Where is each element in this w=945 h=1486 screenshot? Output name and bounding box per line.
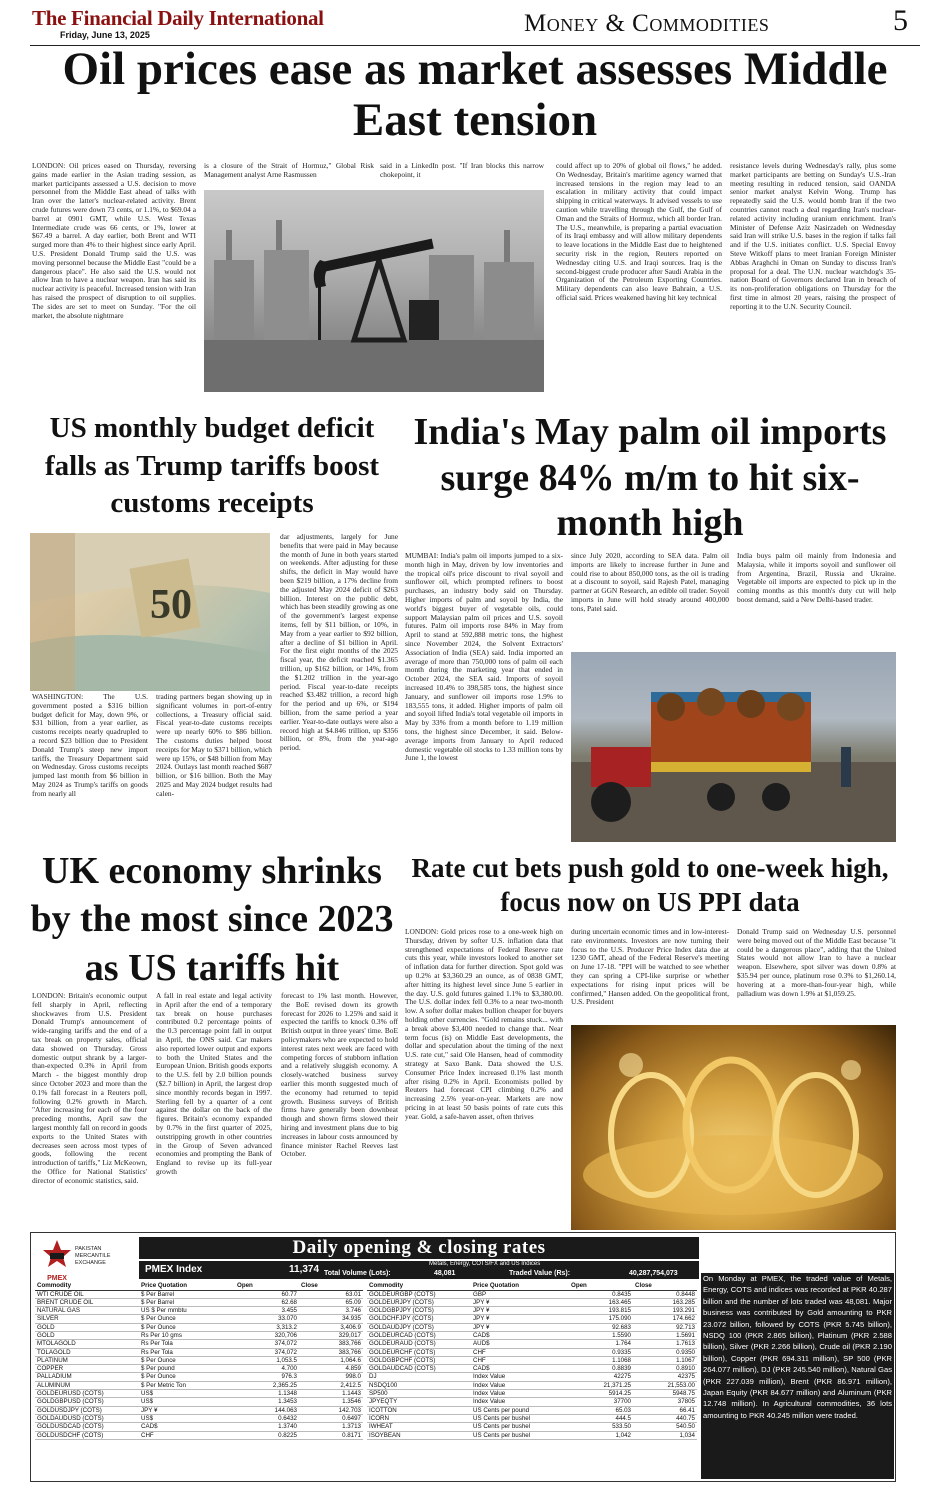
rate-row [35, 1373, 363, 1381]
open-price-cell: 65.03 [569, 1406, 633, 1414]
open-price-cell: 2,365.25 [235, 1381, 299, 1389]
price-quotation-cell: CHF [471, 1348, 569, 1356]
us-column-1: WASHINGTON: The U.S. government posted a $316 billion budget deficit for May, down 9%, or $31 billion, from a year earlier, as customs receipts nearly quadrupled to a record $23 billion due to President Donald Trump's steep new import tariffs, the Treasury Department said on Wednesday. Gross customs receipts jumped last month from $6 billion in May 2024 as Trump's tariffs on goods from nearly all [32, 693, 148, 798]
close-price-cell: 540.50 [633, 1423, 697, 1431]
col-header-open: Open [569, 1281, 633, 1290]
price-quotation-cell: US$ [139, 1414, 235, 1422]
masthead [30, 4, 920, 46]
rate-row [35, 1307, 363, 1315]
open-price-cell: 0.9335 [569, 1348, 633, 1356]
close-price-cell: 92.713 [633, 1323, 697, 1331]
open-price-cell: 374,072 [235, 1340, 299, 1348]
commodity-cell: NATURAL GAS [35, 1307, 139, 1315]
rate-row [35, 1381, 363, 1389]
rate-row [367, 1365, 697, 1373]
india-column-1: MUMBAI: India's palm oil imports jumped to a six-month high in May, driven by low inventories and the tropical oil's price discount to rival soyoil and sunflower oil, which prompted refiners to boost purchases, an industry body said on Thursday. Higher imports of palm and soyoil by India, the world's biggest buyer of vegetable oils, could support Malaysian palm oil prices and U.S. soyoil futures. Palm oil imports rose 84% in May from April to stand at 592,888 metric tons, the highest since November 2024, the Solvent Extractors' Association of India (SEA) said. India imported an average of more than 750,000 tons of palm oil each month during the marketing year that ended in October 2024, the SEA said. Imports of soyoil increased 10.4% to 398,585 tons, the highest since January, and sunflower oil imports rose 1.9% to 183,555 tons, it added. Higher imports of palm oil and soyoil lifted India's total vegetable oil imports in May by 33% from a month before to 1.19 million tons, the highest since December, it said. Below-average imports from January to April reduced domestic vegetable oil stocks to 1.33 million tons by June 1, the lowest [405, 552, 563, 763]
rate-row [35, 1356, 363, 1364]
commodity-cell: GOLDGBPUSD (COTS) [35, 1398, 139, 1406]
close-price-cell: 4.859 [299, 1365, 363, 1373]
rate-row [367, 1381, 697, 1389]
price-quotation-cell: Index Value [471, 1373, 569, 1381]
close-price-cell: 1.3713 [299, 1423, 363, 1431]
close-price-cell: 1.3546 [299, 1398, 363, 1406]
commodity-cell: ICOTTON [367, 1406, 471, 1414]
price-quotation-cell: JPY ¥ [471, 1307, 569, 1315]
commodity-cell: GOLDEURCHF (COTS) [367, 1348, 471, 1356]
commodity-cell: SP500 [367, 1390, 471, 1398]
open-price-cell: 92.683 [569, 1323, 633, 1331]
commodity-cell: ALUMINUM [35, 1381, 139, 1389]
oil-column-2: is a closure of the Strait of Hormuz," Global Risk Management analyst Arne Rasmussen [204, 162, 374, 179]
svg-text:MERCANTILE: MERCANTILE [75, 1253, 111, 1259]
price-quotation-cell: $ Per pound [139, 1365, 235, 1373]
commodity-cell: SILVER [35, 1315, 139, 1323]
svg-text:PAKISTAN: PAKISTAN [75, 1246, 102, 1252]
price-quotation-cell: Rs Per Tola [139, 1340, 235, 1348]
oil-column-3: said in a LinkedIn post. "If Iran blocks this narrow chokepoint, it [380, 162, 544, 179]
close-price-cell: 21,553.00 [633, 1381, 697, 1389]
rates-table-right [367, 1281, 697, 1440]
open-price-cell: 374,072 [235, 1348, 299, 1356]
oil-headline: Oil prices ease as market assesses Middle East tension [62, 43, 888, 146]
price-quotation-cell: Rs Per Tola [139, 1348, 235, 1356]
uk-column-1: LONDON: Britain's economic output fell sharply in April, reflecting shockwaves from U.S. President Donald Trump's announcement of wide-ranging tariffs and the end of a tax break on property sales, official data showed on Thursday. Gross domestic output shrank by a larger-than-expected 0.3% in April from March - the biggest monthly drop since October 2023 and more than the 0.1% fall forecast in a Reuters poll, following 0.2% growth in March. "After increasing for each of the four preceding months, April saw the largest monthly fall on record in goods exports to the United States with decreases seen across most types of goods, following the recent introduction of tariffs," Liz McKeown, the Office for National Statistics' director of economic statistics, said. [32, 992, 147, 1185]
open-price-cell: 0.6432 [235, 1414, 299, 1422]
rate-row [367, 1414, 697, 1422]
close-price-cell: 66.41 [633, 1406, 697, 1414]
open-price-cell: 175.090 [569, 1315, 633, 1323]
open-price-cell: 1.764 [569, 1340, 633, 1348]
uk-column-2: A fall in real estate and legal activity in April after the end of a temporary tax break on house purchases contributed 0.2 percentage points of the 0.3 percentage point fall in output in April, the ONS said. Car makers also reported lower output and exports to both the United States and the European Union. British goods exports to the U.S. fell by 2.0 billion pounds ($2.7 billion) in April, the largest drop since monthly records began in 1997. Sterling fell by a quarter of a cent against the dollar on the back of the figures. Britain's economy expanded by 0.7% in the first quarter of 2025, outstripping growth in other countries in the Group of Seven advanced economies and prompting the Bank of England to revise up its full-year growth [156, 992, 272, 1176]
rate-row [367, 1431, 697, 1439]
close-price-cell: 1.1067 [633, 1356, 697, 1364]
close-price-cell: 998.0 [299, 1373, 363, 1381]
open-price-cell: 60.77 [235, 1290, 299, 1298]
rate-row [367, 1298, 697, 1306]
price-quotation-cell: Index Value [471, 1398, 569, 1406]
commodity-cell: JPYEQTY [367, 1398, 471, 1406]
commodity-cell: GOLDAUDUSD (COTS) [35, 1414, 139, 1422]
commodity-cell: PLATINUM [35, 1356, 139, 1364]
oil-pumpjack-photo [204, 190, 544, 392]
close-price-cell: 65.09 [299, 1298, 363, 1306]
rate-row [35, 1323, 363, 1331]
us-column-2: trading partners began showing up in significant volumes in port-of-entry collections, a Treasury official said. Fiscal year-to-date customs receipts were up nearly 60% to $86 billion. The customs duties helped boost receipts for May to $371 billion, which were up 15%, or $48 billion from May 2024. Outlays last month reached $687 billion, or $16 billion. Both the May 2025 and May 2024 budget results had calen- [156, 693, 272, 798]
open-price-cell: 4.700 [235, 1365, 299, 1373]
gold-column-1: LONDON: Gold prices rose to a one-week high on Thursday, driven by softer U.S. inflation data that strengthened expectations of Federal Reserve rate cuts this year, while investors looked to another set of inflation data for further direction. Spot gold was up 0.2% at $3,360.29 an ounce, as of 0838 GMT, after hitting its highest level since June 5 earlier in the day. U.S. gold futures gained 1.1% to $3,380.00. The U.S. dollar index fell 0.3% to a near two-month low. A softer dollar makes bullion cheaper for buyers holding other currencies. "Gold remains stuck... with a break above $3,400 needed to change that. Near term focus (is) on Middle East developments, the dollar and speculation about the timing of the next U.S. rate cut," said Ole Hansen, head of commodity strategy at Saxo Bank. Data showed the U.S. Consumer Price Index increased 0.1% last month after rising 0.2% in April. Economists polled by Reuters had forecast CPI climbing 0.2% and increasing 2.5% year-on-year. Markets are now pricing in at least 50 basis points of rate cuts this year. Gold, a safe-haven asset, often thrives [405, 928, 563, 1121]
commodity-cell: GOLDGBPCHF (COTS) [367, 1356, 471, 1364]
col-header-open: Open [235, 1281, 299, 1290]
close-price-cell: 5948.75 [633, 1390, 697, 1398]
close-price-cell: 0.6497 [299, 1414, 363, 1422]
commodity-cell: TOLAGOLD [35, 1348, 139, 1356]
commodity-cell: DJ [367, 1373, 471, 1381]
close-price-cell: 1,064.6 [299, 1356, 363, 1364]
gold-jewellery-photo [571, 1025, 896, 1230]
uk-economy-headline: UK economy shrinks by the most since 2023 as US tariffs hit [30, 850, 394, 989]
us-column-right: dar adjustments, largely for June benefits that were paid in May because the month of June in both years started on weekends. After adjusting for these shifts, the deficit in May would have been $219 billion, a 17% decline from the adjusted May 2024 deficit of $263 billion. Interest on the public debt, which has been steadily growing as one of the government's largest expense items, fell by $11 billion, or 10%, in May from a year earlier to $92 billion, after a decline of $1 billion in April. For the first eight months of the 2025 fiscal year, the deficit reached $1.365 trillion, up $162 billion, or 14%, from the $1.202 trillion in the year-ago period. Fiscal year-to-date receipts reached $3.482 trillion, a record high for the period and up 6%, or $194 billion, from the same period a year earlier. Year-to-date outlays were also a record high at $4.846 trillion, up $356 billion, or 8%, from the year-ago period. [280, 533, 398, 753]
rate-row [35, 1414, 363, 1422]
price-quotation-cell: Rs Per 10 gms [139, 1331, 235, 1339]
price-quotation-cell: $ Per Ounce [139, 1373, 235, 1381]
rate-row [367, 1356, 697, 1364]
commodity-cell: GOLDEURAUD (COTS) [367, 1340, 471, 1348]
rate-row [367, 1307, 697, 1315]
close-price-cell: 383,766 [299, 1340, 363, 1348]
commodity-cell: MTOLAGOLD [35, 1340, 139, 1348]
close-price-cell: 0.8910 [633, 1365, 697, 1373]
commodity-cell: GOLDEURGBP (COTS) [367, 1290, 471, 1298]
traded-value-label: Traded Value (Rs): [509, 1270, 571, 1277]
close-price-cell: 34.935 [299, 1315, 363, 1323]
pmex-logo [35, 1236, 135, 1286]
price-quotation-cell: CHF [471, 1356, 569, 1364]
close-price-cell: 1,034 [633, 1431, 697, 1439]
price-quotation-cell: CHF [139, 1431, 235, 1439]
price-quotation-cell: $ Per Metric Ton [139, 1381, 235, 1389]
open-price-cell: 0.8839 [569, 1365, 633, 1373]
price-quotation-cell: GBP [471, 1290, 569, 1298]
rate-row [35, 1365, 363, 1373]
commodity-cell: GOLD [35, 1331, 139, 1339]
rates-table-left [35, 1281, 363, 1440]
rates-summary-band [139, 1261, 699, 1279]
open-price-cell: 3.455 [235, 1307, 299, 1315]
commodity-cell: GOLDAUDCAD (COTS) [367, 1365, 471, 1373]
pmex-market-summary: On Monday at PMEX, the traded value of Metals, Energy, COTS and indices was recorded at PKR 40.287 billion and the number of lots traded was 48,081. Major business was contributed by Gold amounting to PKR 23.072 billion, followed by COTS (PKR 5.745 billion), NSDQ 100 (PKR 2.865 billion), Platinum (PKR 2.588 billion), Silver (PKR 2.266 billion), Crude oil (PKR 2.190 billion), Copper (PKR 694.311 million), SP 500 (PKR 264.077 million), DJ (PKR 245.540 million), Natural Gas (PKR 227.039 million), Brent (PKR 86.971 million), Japan Equity (PKR 84.677 million) and Aluminum (PKR 12.748 million). In Agricultural commodities, 36 lots amounting to PKR 40.245 million were traded. [701, 1273, 894, 1479]
india-palm-oil-headline: India's May palm oil imports surge 84% m/m to hit six-month high [413, 411, 887, 545]
col-header-close: Close [299, 1281, 363, 1290]
us-currency-photo [30, 533, 270, 691]
rates-title: Daily opening & closing rates [139, 1237, 699, 1259]
rate-row [35, 1331, 363, 1339]
commodity-cell: GOLDAUDJPY (COTS) [367, 1323, 471, 1331]
close-price-cell: 3.746 [299, 1307, 363, 1315]
oil-column-4: could affect up to 20% of global oil flows," he added. On Wednesday, Britain's maritime agency warned that increased tensions in the region may lead to an escalation in military activity that could impact shipping in critical waterways. It advised vessels to use caution while travelling through the Gulf, the Gulf of Oman and the Straits of Hormuz, which all border Iran. The U.S., meanwhile, is preparing a partial evacuation of its Iraqi embassy and will allow military dependents to leave locations in the Middle East due to heightened security risk in the region, Reuters reported on Wednesday citing U.S. and Iraqi sources. Iraq is the second-biggest crude producer after Saudi Arabia in the Organization of the Petroleum Exporting Countries. Military dependents can also leave Bahrain, a U.S. official said. Prices weakened having hit key technical [556, 162, 722, 302]
gold-column-2: during uncertain economic times and in low-interest-rate environments. Investors are now turning their focus to the U.S. Producer Price Index data due at 1230 GMT, ahead of the Federal Reserve's meeting on June 17-18. "PPI will be watched to see whether they can spring a CPI-like surprise or whether expectations for rising input prices will be confirmed," Hansen added. On the geopolitical front, U.S. President [571, 928, 729, 1007]
open-price-cell: 1.1068 [569, 1356, 633, 1364]
volume-label: Total Volume (Lots): [324, 1270, 391, 1277]
traded-value-amount: 40,287,754,073 [629, 1270, 678, 1277]
open-price-cell: 1,042 [569, 1431, 633, 1439]
commodity-cell: GOLDCHFJPY (COTS) [367, 1315, 471, 1323]
commodity-cell: GOLDEURUSD (COTS) [35, 1390, 139, 1398]
commodity-cell: GOLDUSDCAD (COTS) [35, 1423, 139, 1431]
price-quotation-cell: US Cents per bushel [471, 1423, 569, 1431]
open-price-cell: 42275 [569, 1373, 633, 1381]
price-quotation-cell: US Cents per bushel [471, 1414, 569, 1422]
uk-column-3: forecast to 1% last month. However, the BoE revised down its growth forecast for 2026 to 1.25% and said it expected the tariffs to knock 0.3% off British output in three years' time. BoE policymakers who are expected to hold interest rates next week are faced with competing forces of stubborn inflation and a relatively sluggish economy. A closely-watched business survey earlier this month suggested much of the economy had returned to tepid growth. Business surveys of British firms have generally been downbeat though and shown firms slowed their hiring and investment plans due to big increases in labour costs announced by finance minister Rachel Reeves last October. [281, 992, 398, 1159]
open-price-cell: 533.50 [569, 1423, 633, 1431]
rate-row [367, 1373, 697, 1381]
rate-row [367, 1331, 697, 1339]
commodity-cell: ISOYBEAN [367, 1431, 471, 1439]
col-header-commodity: Commodity [35, 1281, 139, 1290]
rate-row [367, 1340, 697, 1348]
rate-row [367, 1423, 697, 1431]
close-price-cell: 2,412.5 [299, 1381, 363, 1389]
close-price-cell: 383,766 [299, 1348, 363, 1356]
close-price-cell: 0.9350 [633, 1348, 697, 1356]
commodity-cell: PALLADIUM [35, 1373, 139, 1381]
price-quotation-cell: AUD$ [471, 1340, 569, 1348]
commodity-cell: BRENT CRUDE OIL [35, 1298, 139, 1306]
price-quotation-cell: JPY ¥ [471, 1323, 569, 1331]
price-quotation-cell: US Cents per pound [471, 1406, 569, 1414]
col-header-price-quotation: Price Quotation [139, 1281, 235, 1290]
open-price-cell: 21,371.25 [569, 1381, 633, 1389]
open-price-cell: 163.465 [569, 1298, 633, 1306]
price-quotation-cell: Index Value [471, 1390, 569, 1398]
commodity-cell: NSDQ100 [367, 1381, 471, 1389]
close-price-cell: 163.285 [633, 1298, 697, 1306]
col-header-close: Close [633, 1281, 697, 1290]
gold-column-3: Donald Trump said on Wednesday U.S. personnel were being moved out of the Middle East because "it could be a dangerous place", adding that the United States would not allow Iran to have a nuclear weapon. Elsewhere, spot silver was down 0.8% at $35.94 per ounce, platinum rose 0.3% to $1,260.14, hovering at a more-than-four-year high, while palladium was down 1.9% at $1,059.25. [737, 928, 896, 998]
col-header-commodity: Commodity [367, 1281, 471, 1290]
open-price-cell: 1,053.5 [235, 1356, 299, 1364]
open-price-cell: 1.3453 [235, 1398, 299, 1406]
price-quotation-cell: US$ [139, 1398, 235, 1406]
close-price-cell: 1.5691 [633, 1331, 697, 1339]
section-title: Money & Commodities [524, 10, 770, 37]
close-price-cell: 329,017 [299, 1331, 363, 1339]
commodity-cell: GOLDEURCAD (COTS) [367, 1331, 471, 1339]
pmex-rates-panel [30, 1232, 896, 1482]
open-price-cell: 0.8225 [235, 1431, 299, 1439]
rate-row [367, 1398, 697, 1406]
oil-column-1: LONDON: Oil prices eased on Thursday, reversing gains made earlier in the Asian trading session, as market participants assessed a U.S. decision to move personnel from the Middle East ahead of talks with Iran over the latter's nuclear-related activity. Brent crude futures were down 73 cents, or 1.1%, to $69.04 a barrel at 0901 GMT, while U.S. West Texas Intermediate crude was 66 cents, or 1%, lower at $67.49 a barrel. A day earlier, both Brent and WTI surged more than 4% to their highest since early April. U.S. President Donald Trump said the U.S. was moving personnel because the Middle East "could be a dangerous place". He also said the U.S. would not allow Iran to have a nuclear weapon. Iran has said its nuclear activity is peaceful. Increased tension with Iran has raised the prospect of disruption to oil supplies. The sides are set to meet on Sunday. "For the oil market, the absolute nightmare [32, 162, 196, 320]
rate-row [35, 1406, 363, 1414]
price-quotation-cell: CAD$ [471, 1365, 569, 1373]
rate-row [367, 1406, 697, 1414]
close-price-cell: 0.8448 [633, 1290, 697, 1298]
page-number: 5 [893, 4, 908, 37]
commodity-cell: GOLD [35, 1323, 139, 1331]
price-quotation-cell: JPY ¥ [471, 1298, 569, 1306]
close-price-cell: 63.01 [299, 1290, 363, 1298]
open-price-cell: 144.063 [235, 1406, 299, 1414]
close-price-cell: 0.8171 [299, 1431, 363, 1439]
rate-row [35, 1290, 363, 1298]
close-price-cell: 3,406.9 [299, 1323, 363, 1331]
close-price-cell: 142.703 [299, 1406, 363, 1414]
open-price-cell: 0.8435 [569, 1290, 633, 1298]
open-price-cell: 193.815 [569, 1307, 633, 1315]
open-price-cell: 5914.25 [569, 1390, 633, 1398]
price-quotation-cell: JPY ¥ [471, 1315, 569, 1323]
open-price-cell: 33.070 [235, 1315, 299, 1323]
pmex-index-label: PMEX Index [145, 1264, 203, 1275]
rate-row [367, 1290, 697, 1298]
commodity-cell: COPPER [35, 1365, 139, 1373]
tractor-trailer-photo [571, 652, 896, 842]
price-quotation-cell: CAD$ [139, 1423, 235, 1431]
volume-value: 48,081 [434, 1270, 456, 1277]
commodity-cell: GOLDUSDJPY (COTS) [35, 1406, 139, 1414]
open-price-cell: 976.3 [235, 1373, 299, 1381]
rate-row [35, 1315, 363, 1323]
rate-row [367, 1348, 697, 1356]
open-price-cell: 1.5590 [569, 1331, 633, 1339]
price-quotation-cell: Index Value [471, 1381, 569, 1389]
close-price-cell: 42375 [633, 1373, 697, 1381]
price-quotation-cell: $ Per Barrel [139, 1298, 235, 1306]
price-quotation-cell: $ Per Barrel [139, 1290, 235, 1298]
close-price-cell: 440.75 [633, 1414, 697, 1422]
commodity-cell: IWHEAT [367, 1423, 471, 1431]
commodity-cell: GOLDUSDCHF (COTS) [35, 1431, 139, 1439]
close-price-cell: 174.662 [633, 1315, 697, 1323]
open-price-cell: 3,313.2 [235, 1323, 299, 1331]
open-price-cell: 1.1348 [235, 1390, 299, 1398]
rate-row [35, 1431, 363, 1439]
rate-row [35, 1340, 363, 1348]
us-budget-headline: US monthly budget deficit falls as Trump tariffs boost customs receipts [44, 412, 380, 520]
price-quotation-cell: JPY ¥ [139, 1406, 235, 1414]
oil-column-5: resistance levels during Wednesday's rally, plus some market participants are betting on Sunday's U.S.-Iran meeting resulting in reduced tension, said OANDA senior market analyst Kelvin Wong. Trump has repeatedly said the U.S. would bomb Iran if the two countries cannot reach a deal regarding Iran's nuclear-related activity including uranium enrichment. Iran's Minister of Defense Aziz Nasirzadeh on Wednesday said Iran will strike U.S. bases in the region if talks fail and if the U.S. initiates conflict. U.S. Special Envoy Steve Witkoff plans to meet Iranian Foreign Minister Abbas Araghchi in Oman on Sunday to discuss Iran's proposal for a deal. The U.N. nuclear watchdog's 35-nation Board of Governors declared Iran in breach of its non-proliferation obligations on Thursday for the first time in almost 20 years, raising the prospect of reporting it to the U.N. Security Council. [730, 162, 896, 311]
close-price-cell: 193.291 [633, 1307, 697, 1315]
newspaper-name: The Financial Daily International [32, 6, 324, 30]
price-quotation-cell: US Cents per bushel [471, 1431, 569, 1439]
price-quotation-cell: $ Per Ounce [139, 1356, 235, 1364]
rate-row [367, 1315, 697, 1323]
india-column-3: India buys palm oil mainly from Indonesia and Malaysia, while it imports soyoil and sunflower oil from Argentina, Brazil, Russia and Ukraine. Vegetable oil imports are expected to pick up in the coming months as this month's duty cut will help boost demand, said a New Delhi-based trader. [737, 552, 896, 604]
india-column-2: since July 2020, according to SEA data. Palm oil imports are likely to increase further in June and could rise to about 850,000 tons, as the oil is trading at a discount to soyoil, said Rajesh Patel, managing partner at GGN Research, an edible oil trader. Soyoil imports in June will hold steady around 400,000 tons, Patel said. [571, 552, 729, 613]
price-quotation-cell: $ Per Ounce [139, 1323, 235, 1331]
open-price-cell: 1.3740 [235, 1423, 299, 1431]
price-quotation-cell: $ Per Ounce [139, 1315, 235, 1323]
open-price-cell: 62.68 [235, 1298, 299, 1306]
rate-row [367, 1390, 697, 1398]
commodity-cell: GOLDGBPJPY (COTS) [367, 1307, 471, 1315]
rate-row [35, 1348, 363, 1356]
rate-row [367, 1323, 697, 1331]
price-quotation-cell: CAD$ [471, 1331, 569, 1339]
commodity-cell: WTI CRUDE OIL [35, 1290, 139, 1298]
rates-subtitle: Metals, Energy, COTS/FX and US Indices [429, 1261, 541, 1267]
svg-text:50: 50 [150, 582, 192, 628]
price-quotation-cell: US $ Per mmbtu [139, 1307, 235, 1315]
rate-row [35, 1398, 363, 1406]
commodity-cell: GOLDEURJPY (COTS) [367, 1298, 471, 1306]
rate-row [35, 1298, 363, 1306]
pmex-index-value: 11,374 [289, 1264, 320, 1275]
rate-row [35, 1423, 363, 1431]
issue-date: Friday, June 13, 2025 [60, 30, 150, 40]
col-header-price-quotation: Price Quotation [471, 1281, 569, 1290]
pmex-logo-abbr: PMEX [47, 1275, 67, 1282]
close-price-cell: 1.1443 [299, 1390, 363, 1398]
close-price-cell: 37805 [633, 1398, 697, 1406]
commodity-cell: ICORN [367, 1414, 471, 1422]
open-price-cell: 444.5 [569, 1414, 633, 1422]
open-price-cell: 320,706 [235, 1331, 299, 1339]
price-quotation-cell: US$ [139, 1390, 235, 1398]
gold-headline: Rate cut bets push gold to one-week high, focus now on US PPI data [411, 853, 889, 917]
rate-row [35, 1390, 363, 1398]
svg-text:EXCHANGE: EXCHANGE [75, 1260, 106, 1266]
close-price-cell: 1.7613 [633, 1340, 697, 1348]
open-price-cell: 37700 [569, 1398, 633, 1406]
